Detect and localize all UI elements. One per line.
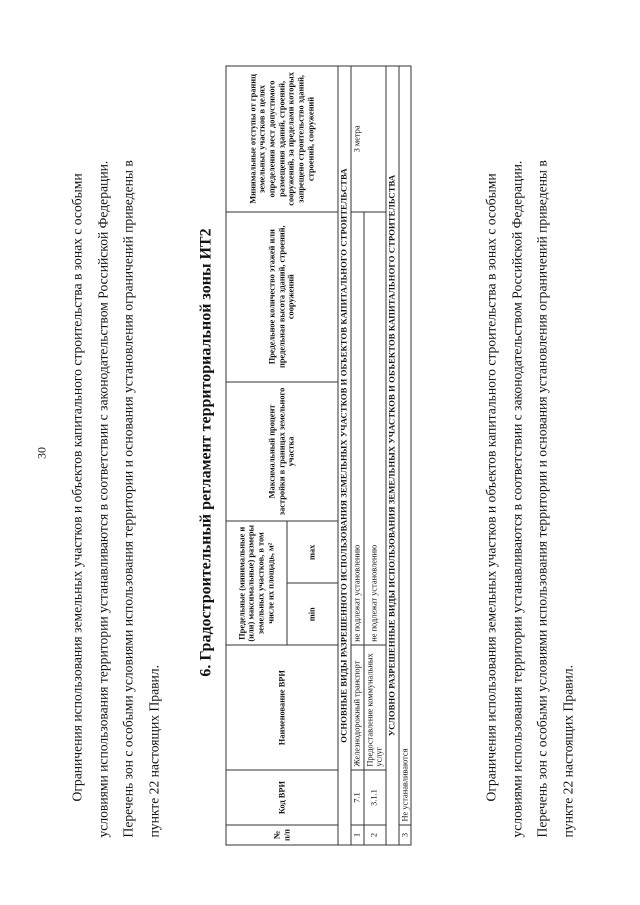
table-row — [350, 66, 363, 845]
table-row — [398, 66, 411, 845]
row1-num: 1 — [350, 825, 363, 845]
row1-name: Железнодорожный транспорт — [350, 645, 363, 770]
row2-value: не подлежат установлению — [363, 211, 385, 644]
bottom-paragraph-line-3: Перечень зон с особыми условиями использования территории и основания установления ограничений приведены в — [534, 159, 549, 837]
top-paragraph — [64, 67, 166, 837]
header-max: max — [287, 521, 338, 583]
page-number: 30 — [34, 446, 48, 459]
regulation-table — [225, 65, 411, 845]
group-conditional: УСЛОВНО РАЗРЕШЕННЫЕ ВИДЫ ИСПОЛЬЗОВАНИЯ ЗЕМЕЛЬНЫХ УЧАСТКОВ И ОБЪЕКТОВ КАПИТАЛЬНОГО СТРОИТЕЛЬСТВА — [385, 66, 398, 845]
top-paragraph-line-1: Ограничения использования земельных участков и объектов капитального строительства в зонах с особыми — [69, 172, 84, 801]
row2-code: 3.1.1 — [363, 770, 385, 825]
row2-num: 2 — [363, 825, 385, 845]
top-paragraph-line-3: Перечень зон с особыми условиями использования территории и основания установления ограничений приведены в — [120, 159, 135, 837]
bottom-paragraph-line-1: Ограничения использования земельных участков и объектов капитального строительства в зонах с особыми — [483, 172, 498, 801]
bottom-paragraph — [478, 67, 580, 837]
header-num: № п/п — [226, 825, 338, 845]
group-main: ОСНОВНЫЕ ВИДЫ РАЗРЕШЕННОГО ИСПОЛЬЗОВАНИЯ ЗЕМЕЛЬНЫХ УЧАСТКОВ И ОБЪЕКТОВ КАПИТАЛЬНОГО СТРОИТЕЛЬСТВА — [338, 66, 351, 845]
row1-code: 7.1 — [350, 770, 363, 825]
header-floors: Предельное количество этажей или предельная высота зданий, строений, сооружений — [226, 211, 338, 381]
table-group-row — [338, 66, 351, 845]
row2-name: Предоставление коммунальных услуг — [363, 645, 385, 770]
row1-value: не подлежат установлению — [350, 211, 363, 644]
row3-num: 3 — [398, 825, 411, 845]
table-header-row — [226, 66, 287, 845]
bottom-paragraph-line-4: пункте 22 настоящих Правил. — [559, 664, 575, 837]
table-group-row — [385, 66, 398, 845]
row3-text: Не устанавливаются — [398, 66, 411, 825]
header-min: min — [287, 583, 338, 645]
section-title: 6. Градостроительный регламент территориальной зоны ИТ2 — [197, 227, 214, 677]
header-name: Наименование ВРИ — [226, 645, 338, 770]
header-sizes: Предельные (минимальные и (или) максимальные) размеры земельных участков, в том числе их площадь, м² — [226, 521, 287, 645]
row1-setback: 3 метра — [350, 66, 385, 212]
header-setback: Минимальные отступы от границ земельных участков в целях определения мест допустимого размещения зданий, строений, сооружений, за пределами которых запрещено строительство зданий, строений, сооружений — [226, 66, 338, 212]
header-code: Код ВРИ — [226, 770, 338, 825]
header-percent: Максимальный процент застройки в границах земельного участка — [226, 381, 338, 521]
top-paragraph-line-2: условиями использования территории устанавливаются в соответствии с законодательством Российской Федерации. — [94, 160, 110, 837]
bottom-paragraph-line-2: условиями использования территории устанавливаются в соответствии с законодательством Российской Федерации. — [508, 160, 524, 837]
top-paragraph-line-4: пункте 22 настоящих Правил. — [145, 664, 161, 837]
